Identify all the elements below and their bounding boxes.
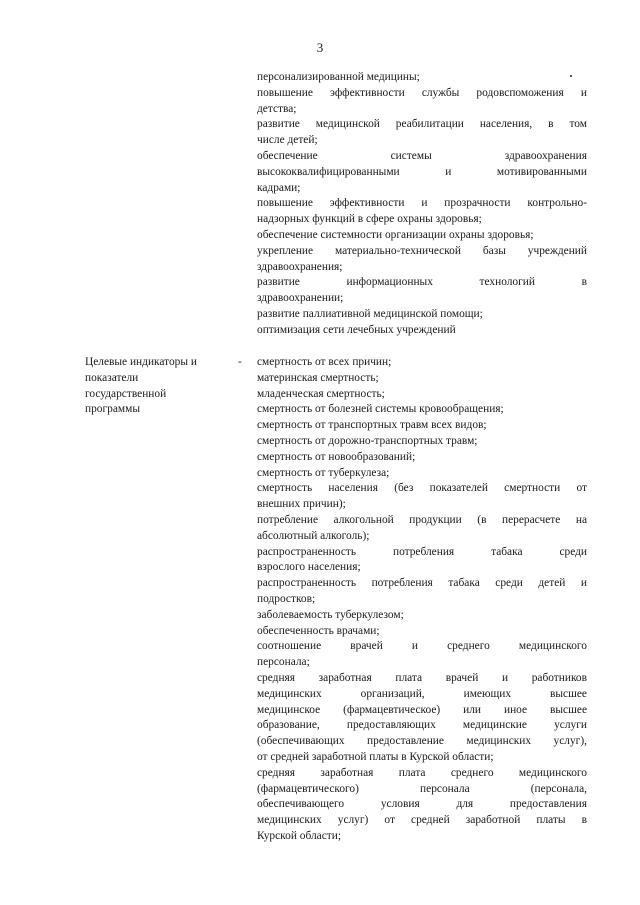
text-line: внешних причин); bbox=[257, 498, 346, 511]
text-line: смертность от дорожно-транспортных травм; bbox=[257, 434, 478, 447]
text-line: развитие паллиативной медицинской помощи; bbox=[257, 307, 483, 320]
text-line: медицинское (фармацевтическое) или иное высшее bbox=[257, 703, 587, 716]
text-line: обеспечение системы здравоохранения bbox=[257, 149, 587, 162]
text-line: распространенность потребления табака среди bbox=[257, 545, 587, 558]
section-label-line: Целевые индикаторы и bbox=[85, 356, 197, 368]
section-label-line: государственной bbox=[85, 387, 167, 400]
text-line: детства; bbox=[257, 102, 297, 115]
text-line: повышение эффективности службы родовспоможения и bbox=[257, 86, 587, 99]
program-tasks-list bbox=[257, 70, 587, 339]
text-line: Курской области; bbox=[257, 829, 342, 842]
text-line: смертность от всех причин; bbox=[257, 356, 392, 368]
text-line: образование, предоставляющих медицинские услуги bbox=[257, 719, 587, 732]
section-dash: - bbox=[238, 356, 242, 368]
section-label-line: программы bbox=[85, 403, 140, 416]
text-line: обеспеченность врачами; bbox=[257, 624, 380, 637]
text-line: высококвалифицированными и мотивированными bbox=[257, 165, 587, 178]
text-line: соотношение врачей и среднего медицинского bbox=[257, 640, 587, 653]
text-line: (обеспечивающих предоставление медицинских услуг), bbox=[257, 735, 587, 748]
text-line: (фармацевтического) персонала (персонала, bbox=[257, 782, 587, 795]
text-line: смертность от новообразований; bbox=[257, 450, 416, 463]
text-line: смертность от болезней системы кровообращения; bbox=[257, 403, 504, 416]
text-line: средняя заработная плата врачей и работников bbox=[257, 671, 587, 684]
text-line: здравоохранения; bbox=[257, 260, 343, 273]
text-line: младенческая смертность; bbox=[257, 387, 385, 400]
text-line: взрослого населения; bbox=[257, 561, 361, 574]
text-line: числе детей; bbox=[257, 134, 318, 147]
section-label bbox=[85, 355, 235, 418]
text-line: смертность населения (без показателей смертности от bbox=[257, 482, 587, 495]
text-line: кадрами; bbox=[257, 181, 301, 194]
text-line: обеспечение системности организации охраны здоровья; bbox=[257, 228, 534, 241]
text-line: смертность от туберкулеза; bbox=[257, 466, 390, 479]
text-line: повышение эффективности и прозрачности контрольно- bbox=[257, 197, 587, 210]
text-line: персонала; bbox=[257, 656, 310, 669]
text-line: потребление алкогольной продукции (в перерасчете на bbox=[257, 513, 587, 526]
text-line: средняя заработная плата среднего медицинского bbox=[257, 766, 587, 779]
target-indicators-list bbox=[257, 355, 587, 845]
text-line: смертность от транспортных травм всех видов; bbox=[257, 419, 487, 432]
text-line: заболеваемость туберкулезом; bbox=[257, 608, 404, 621]
text-line: оптимизация сети лечебных учреждений bbox=[257, 323, 456, 336]
page-number: 3 bbox=[316, 40, 324, 55]
text-line: укрепление материально-технической базы учреждений bbox=[257, 244, 587, 257]
text-line: материнская смертность; bbox=[257, 371, 379, 384]
text-line: персонализированной медицины; bbox=[257, 71, 420, 83]
text-line: обеспечивающего условия для предоставления bbox=[257, 798, 587, 811]
text-line: развитие медицинской реабилитации населения, в том bbox=[257, 118, 587, 131]
text-line: подростков; bbox=[257, 592, 316, 605]
text-line: медицинских услуг) от средней заработной платы в bbox=[257, 814, 587, 827]
text-line: распространенность потребления табака среди детей и bbox=[257, 577, 587, 590]
section-label-line: показатели bbox=[85, 371, 139, 384]
text-line: медицинских организаций, имеющих высшее bbox=[257, 687, 587, 700]
text-line: развитие информационных технологий в bbox=[257, 276, 587, 289]
text-line: здравоохранении; bbox=[257, 292, 344, 305]
text-line: надзорных функций в сфере охраны здоровья; bbox=[257, 213, 482, 226]
text-line: абсолютный алкоголь); bbox=[257, 529, 370, 542]
text-line: от средней заработной платы в Курской области; bbox=[257, 750, 494, 763]
